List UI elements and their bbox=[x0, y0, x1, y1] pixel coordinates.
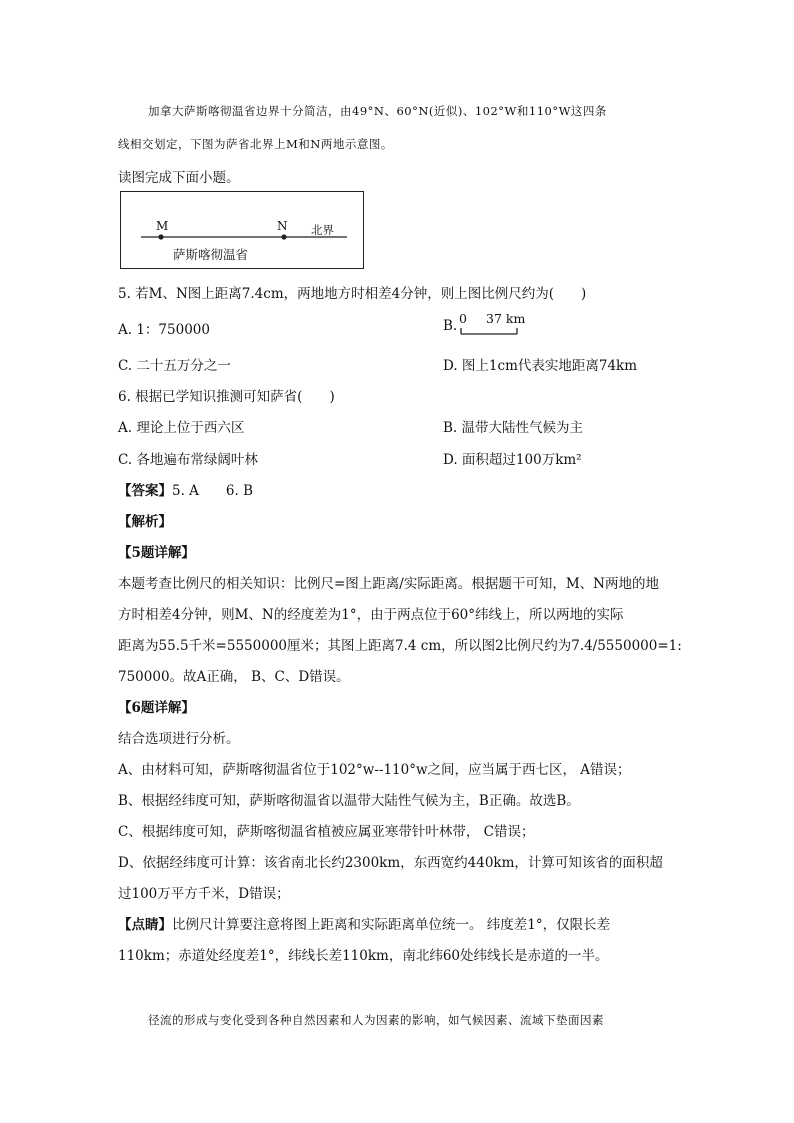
q6-detail-line: A、由材料可知，萨斯喀彻温省位于102°w--110°w之间，应当属于西七区， A错误； bbox=[118, 762, 631, 778]
intro-line-1: 加拿大萨斯喀彻温省边界十分简洁，由49°N、60°N(近似)、102°W和110°W这四条 bbox=[148, 104, 607, 118]
q5-stem: 5. 若M、N图上距离7.4cm，两地地方时相差4分钟，则上图比例尺约为( ) bbox=[118, 286, 587, 302]
q6-stem: 6. 根据已学知识推测可知萨省( ) bbox=[118, 389, 335, 405]
q5-detail-line: 750000。故A正确， B、C、D错误。 bbox=[118, 669, 350, 685]
q6-option-c: C. 各地遍布常绿阔叶林 bbox=[118, 452, 258, 468]
q5-option-b-prefix: B. bbox=[443, 318, 458, 334]
q5-detail-line: 距离为55.5千米=5550000厘米；其图上距离7.4 cm，所以图2比例尺约为7.4/5550000=1: bbox=[118, 638, 682, 654]
boundary-label: 北界 bbox=[311, 223, 334, 237]
q5-option-c: C. 二十五万分之一 bbox=[118, 358, 231, 374]
point-n-dot bbox=[281, 234, 286, 239]
q5-option-a: A. 1：750000 bbox=[118, 322, 210, 338]
instruction: 读图完成下面小题。 bbox=[118, 170, 240, 186]
analysis-label: 【解析】 bbox=[118, 514, 172, 530]
tip-label: 【点睛】 bbox=[118, 917, 172, 933]
q6-detail-line: D、依据经纬度可计算：该省南北长约2300km，东西宽约440km，计算可知该省的面积超 bbox=[118, 855, 663, 871]
tip-text-2: 110km；赤道处经度差1°，纬线长差110km，南北纬60处纬线长是赤道的一半。 bbox=[118, 948, 609, 964]
scale-bar-start-label: 0 bbox=[459, 311, 467, 326]
point-n-label: N bbox=[277, 219, 288, 233]
q6-detail-line: B、根据经纬度可知，萨斯喀彻温省以温带大陆性气候为主，B正确。故选B。 bbox=[118, 793, 580, 809]
answer-row bbox=[118, 479, 253, 499]
map-figure bbox=[120, 191, 364, 269]
tip-text-1: 比例尺计算要注意将图上距离和实际距离单位统一。 纬度差1°，仅限长差 bbox=[172, 917, 611, 933]
q6-detail-line: C、根据纬度可知，萨斯喀彻温省植被应属亚寒带针叶林带， C错误； bbox=[118, 824, 535, 840]
answer-text: 5. A 6. B bbox=[172, 483, 254, 499]
answer-label: 【答案】 bbox=[118, 483, 172, 499]
tip-row bbox=[118, 913, 610, 933]
point-m-dot bbox=[158, 234, 163, 239]
q6-detail-line: 结合选项进行分析。 bbox=[118, 731, 240, 747]
q5-detail-label: 【5题详解】 bbox=[118, 545, 195, 561]
q6-option-a: A. 理论上位于西六区 bbox=[118, 420, 245, 436]
q6-detail-line: 过100万平方千米，D错误； bbox=[118, 886, 290, 902]
province-label: 萨斯喀彻温省 bbox=[173, 247, 249, 262]
q5-option-d: D. 图上1cm代表实地距离74km bbox=[443, 358, 638, 374]
q5-detail-line: 方时相差4分钟，则M、N的经度差为1°，由于两点位于60°纬线上，所以两地的实际 bbox=[118, 607, 624, 623]
point-m-label: M bbox=[156, 219, 169, 233]
footer-passage: 径流的形成与变化受到各种自然因素和人为因素的影响，如气候因素、流域下垫面因素 bbox=[148, 1013, 604, 1027]
q6-option-b: B. 温带大陆性气候为主 bbox=[443, 420, 584, 436]
intro-line-2: 线相交划定，下图为萨省北界上M和N两地示意图。 bbox=[118, 137, 393, 151]
q6-option-d: D. 面积超过100万km² bbox=[443, 452, 582, 468]
q6-detail-label: 【6题详解】 bbox=[118, 700, 195, 716]
scale-bar-end-label: 37 km bbox=[486, 311, 526, 326]
q5-detail-line: 本题考查比例尺的相关知识：比例尺=图上距离/实际距离。根据题干可知，M、N两地的地 bbox=[118, 576, 659, 592]
